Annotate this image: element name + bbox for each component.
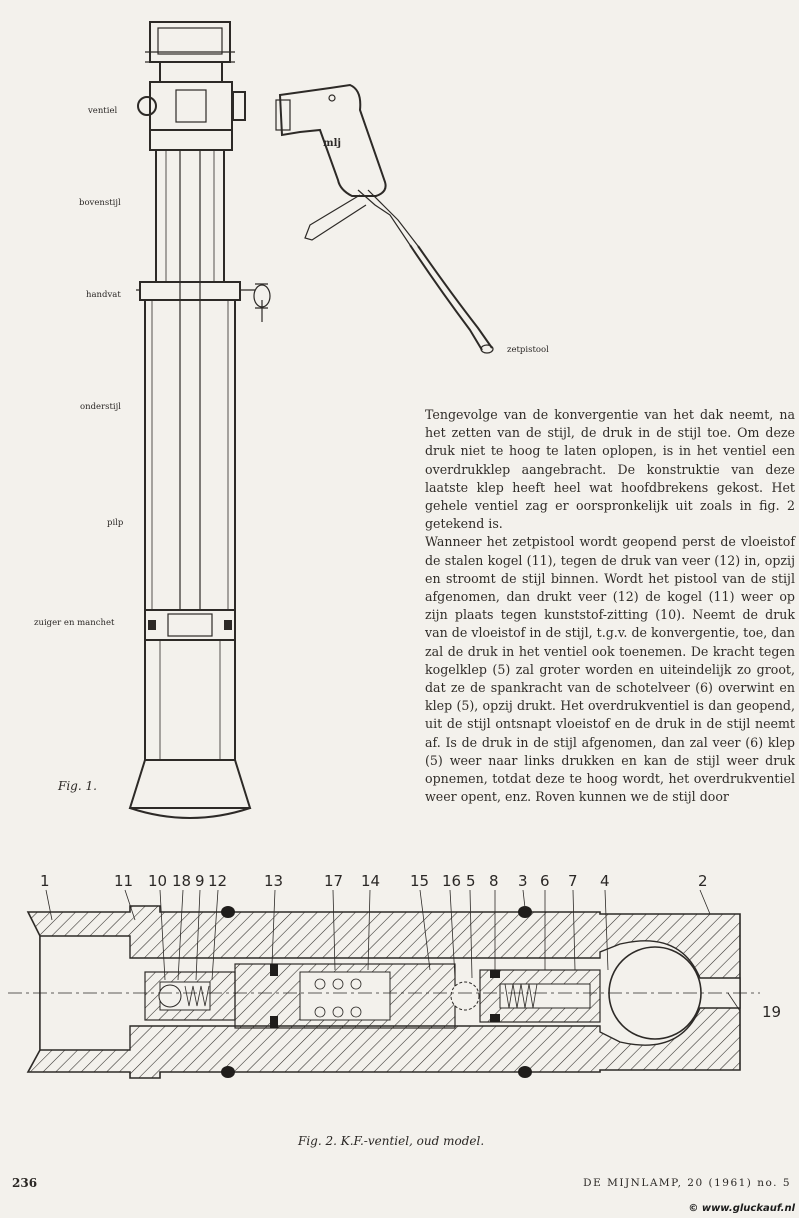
num-5: 5 bbox=[466, 872, 476, 890]
label-zetpistool: zetpistool bbox=[507, 345, 549, 355]
num-12: 12 bbox=[208, 872, 228, 890]
num-13: 13 bbox=[264, 872, 284, 890]
figure-2-caption: Fig. 2. K.F.-ventiel, oud model. bbox=[298, 1134, 485, 1148]
num-11: 11 bbox=[114, 872, 134, 890]
label-handvat: handvat bbox=[86, 290, 121, 300]
num-7: 7 bbox=[568, 872, 578, 890]
num-10: 10 bbox=[148, 872, 168, 890]
figure-1-caption: Fig. 1. bbox=[58, 779, 97, 793]
label-bovenstijl: bovenstijl bbox=[79, 198, 121, 208]
label-ventiel: ventiel bbox=[88, 106, 118, 116]
label-onderstijl: onderstijl bbox=[80, 402, 121, 412]
num-17: 17 bbox=[324, 872, 344, 890]
site-watermark: © www.gluckauf.nl bbox=[688, 1203, 795, 1214]
label-zuiger: zuiger en manchet bbox=[34, 618, 115, 628]
paragraph-1: Tengevolge van de konvergentie van het dak neemt, na het zetten van de stijl, de druk in de stijl toe. Om deze druk niet te hoog te laten oplopen, is in het ventiel een overdrukklep aangebracht. De konstruktie van deze laatste klep heeft heel wat hoofdbrekens gekost. Het gehele ventiel zag er oorspronkelijk uit zoals in fig. 2 getekend is. bbox=[425, 407, 795, 532]
num-18: 18 bbox=[172, 872, 192, 890]
num-1: 1 bbox=[40, 872, 50, 890]
num-14: 14 bbox=[361, 872, 381, 890]
num-19: 19 bbox=[762, 1003, 782, 1021]
num-3: 3 bbox=[518, 872, 528, 890]
num-2: 2 bbox=[698, 872, 708, 890]
num-6: 6 bbox=[540, 872, 550, 890]
label-pilp: pilp bbox=[107, 518, 124, 528]
body-text bbox=[425, 406, 795, 806]
num-9: 9 bbox=[195, 872, 205, 890]
journal-reference: DE MIJNLAMP, 20 (1961) no. 5 bbox=[583, 1177, 791, 1189]
num-15: 15 bbox=[410, 872, 430, 890]
paragraph-2: Wanneer het zetpistool wordt geopend perst de vloeistof de stalen kogel (11), tegen de druk van veer (12) in, opzij en stroomt de stijl binnen. Wordt het pistool van de stijl afgenomen, dan drukt veer (12) de kogel (11) weer op zijn plaats tegen kunststof-zitting (10). Neemt de druk van de vloeistof in de stijl, t.g.v. de konvergentie, toe, dan zal de druk in het ventiel ook toenemen. De kracht tegen kogelklep (5) zal groter worden en uiteindelijk zo groot, dat ze de spankracht van de schotelveer (6) overwint en klep (5), opzij drukt. Het overdrukventiel is dan geopend, uit de stijl ontsnapt vloeistof en de druk in de stijl neemt af. Is de druk in de stijl afgenomen, dan zal veer (6) klep (5) weer naar links drukken en kan de stijl weer druk opnemen, totdat deze te hoog wordt, het overdrukventiel weer opent, enz. Roven kunnen we de stijl door bbox=[425, 534, 795, 805]
num-4: 4 bbox=[600, 872, 610, 890]
valve-section-drawing bbox=[0, 860, 799, 1160]
figure-2 bbox=[0, 860, 799, 1160]
num-16: 16 bbox=[442, 872, 462, 890]
num-8: 8 bbox=[489, 872, 499, 890]
label-mlj: mlj bbox=[323, 138, 341, 149]
page-number: 236 bbox=[12, 1176, 38, 1190]
